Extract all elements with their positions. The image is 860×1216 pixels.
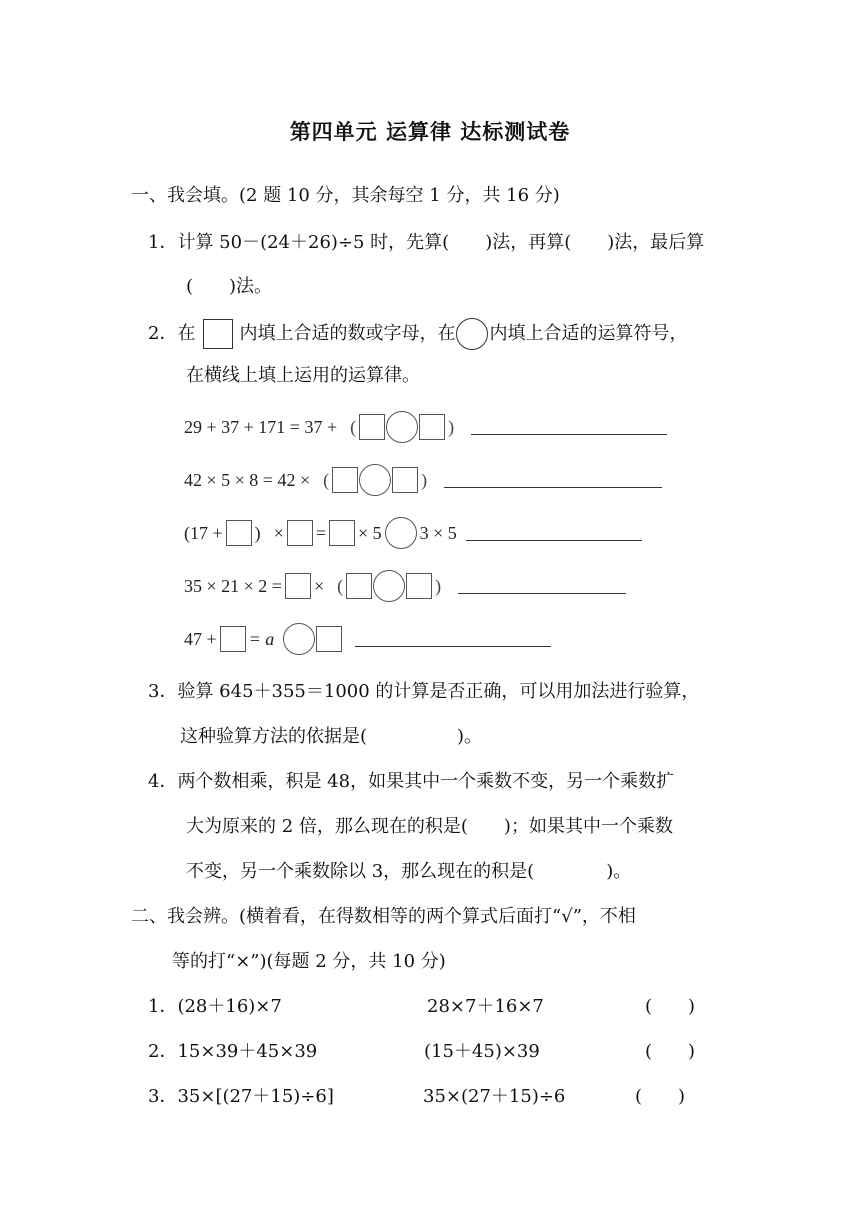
- judge-left-expression: 35×[(27＋15)÷6]: [177, 1086, 334, 1107]
- eq1-expression: 29 + 37 + 171 = 37 +: [184, 416, 338, 437]
- answer-box[interactable]: [419, 414, 445, 440]
- answer-box[interactable]: [346, 573, 372, 599]
- q3-line2: 这种验算方法的依据是( )。: [180, 726, 483, 747]
- judge-row: [148, 1085, 334, 1109]
- answer-box[interactable]: [226, 520, 252, 546]
- answer-box[interactable]: [220, 626, 246, 652]
- eq5-part-b: = a: [248, 628, 275, 649]
- answer-box[interactable]: [316, 626, 342, 652]
- law-answer-line[interactable]: [471, 420, 667, 435]
- eq3-part-b: ): [254, 522, 261, 543]
- eq3-part-a: (17 +: [184, 522, 223, 543]
- eq3-part-c: ×: [273, 522, 284, 543]
- q4-line1: 4．两个数相乘，积是 48，如果其中一个乘数不变，另一个乘数扩: [148, 771, 675, 792]
- eq3-part-f: 3 × 5: [419, 522, 457, 543]
- q1-line2: ( )法。: [186, 276, 273, 297]
- eq4-part-b: ×: [313, 575, 325, 596]
- judge-row-number: 2．: [148, 1041, 178, 1062]
- q2-text-part3: 内填上合适的运算符号，: [489, 323, 688, 344]
- equation-row-2: [184, 463, 665, 497]
- operator-circle[interactable]: [283, 623, 315, 655]
- judge-right-expression: (15＋45)×39: [424, 1041, 540, 1062]
- operator-circle[interactable]: [359, 464, 391, 496]
- judge-answer-blank[interactable]: ( ): [645, 996, 696, 1017]
- equation-row-1: [184, 410, 670, 444]
- answer-box[interactable]: [287, 520, 313, 546]
- judge-answer-blank[interactable]: ( ): [645, 1041, 696, 1062]
- operator-circle[interactable]: [373, 570, 405, 602]
- eq2-expression: 42 × 5 × 8 = 42 ×: [184, 469, 311, 490]
- q2-line2: 在横线上填上运用的运算律。: [186, 365, 420, 386]
- judge-right-expression: 35×(27＋15)÷6: [423, 1086, 566, 1107]
- blank-square-symbol: [203, 319, 233, 349]
- answer-box[interactable]: [392, 467, 418, 493]
- operator-circle[interactable]: [386, 411, 418, 443]
- judge-row: [148, 1040, 317, 1064]
- judge-row-number: 3．: [148, 1086, 178, 1107]
- judge-row-number: 1．: [148, 996, 178, 1017]
- q4-line3: 不变，另一个乘数除以 3，那么现在的积是( )。: [186, 861, 632, 882]
- eq3-part-e: × 5: [357, 522, 382, 543]
- law-answer-line[interactable]: [444, 473, 662, 488]
- paren-close: ): [435, 575, 442, 596]
- section2-heading-line1: 二、我会辨。(横着看，在得数相等的两个算式后面打“√”，不相: [131, 906, 636, 927]
- law-answer-line[interactable]: [458, 579, 626, 594]
- equation-row-4: [184, 569, 629, 603]
- answer-box[interactable]: [332, 467, 358, 493]
- paren-open: (: [337, 575, 344, 596]
- section1-heading: 一、我会填。(2 题 10 分，其余每空 1 分，共 16 分): [131, 185, 560, 206]
- q4-line2: 大为原来的 2 倍，那么现在的积是( )；如果其中一个乘数: [186, 816, 673, 837]
- q2-text-part2: 内填上合适的数或字母，在: [239, 323, 456, 344]
- operator-circle[interactable]: [385, 517, 417, 549]
- paren-open: (: [350, 416, 357, 437]
- judge-row: [148, 995, 282, 1019]
- answer-box[interactable]: [406, 573, 432, 599]
- equation-row-5: [184, 622, 554, 656]
- law-answer-line[interactable]: [466, 526, 642, 541]
- q2-line1: [148, 318, 687, 350]
- blank-circle-symbol: [456, 318, 488, 350]
- judge-left-expression: (28＋16)×7: [177, 996, 282, 1017]
- page-title: 第四单元 运算律 达标测试卷: [289, 120, 571, 144]
- answer-box[interactable]: [285, 573, 311, 599]
- answer-box[interactable]: [359, 414, 385, 440]
- section2-heading-line2: 等的打“×”)(每题 2 分，共 10 分): [172, 951, 446, 972]
- law-answer-line[interactable]: [355, 632, 551, 647]
- q1-line1: 1．计算 50－(24＋26)÷5 时，先算( )法，再算( )法，最后算: [148, 232, 705, 253]
- judge-right-expression: 28×7＋16×7: [427, 996, 544, 1017]
- q2-number: 2．在: [148, 323, 196, 344]
- equation-row-3: [184, 516, 645, 550]
- eq3-part-d: =: [315, 522, 326, 543]
- judge-left-expression: 15×39＋45×39: [177, 1041, 318, 1062]
- paren-close: ): [421, 469, 428, 490]
- judge-answer-blank[interactable]: ( ): [635, 1086, 686, 1107]
- answer-box[interactable]: [329, 520, 355, 546]
- eq5-part-a: 47 +: [184, 628, 217, 649]
- q3-line1: 3．验算 645＋355＝1000 的计算是否正确，可以用加法进行验算，: [148, 681, 700, 702]
- paren-open: (: [323, 469, 330, 490]
- paren-close: ): [448, 416, 455, 437]
- eq4-part-a: 35 × 21 × 2 =: [184, 575, 282, 596]
